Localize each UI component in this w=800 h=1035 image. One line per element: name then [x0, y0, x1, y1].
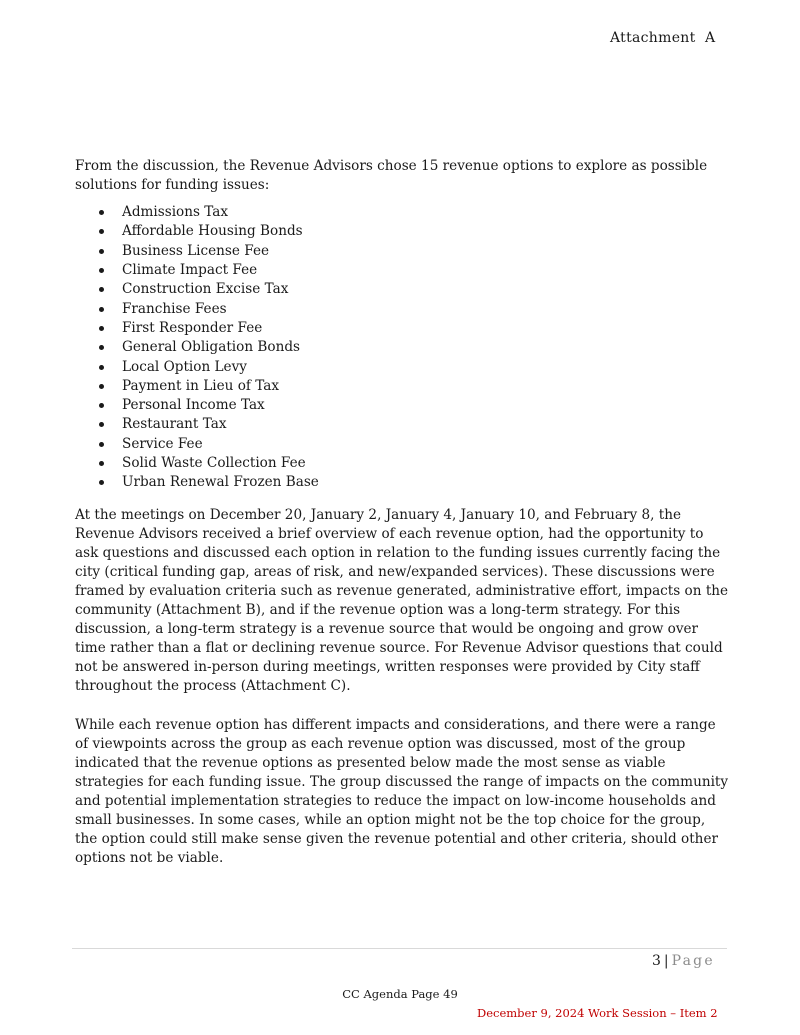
bullet-icon [99, 442, 104, 447]
list-item-label: Construction Excise Tax [122, 281, 289, 298]
list-item-label: Franchise Fees [122, 300, 227, 317]
bullet-icon [99, 384, 104, 389]
list-item-label: Local Option Levy [122, 358, 247, 375]
bullet-icon [99, 461, 104, 466]
bullet-icon [99, 345, 104, 350]
bullet-icon [99, 326, 104, 331]
bullet-icon [99, 307, 104, 312]
work-session-label: December 9, 2024 Work Session – Item 2 [477, 1006, 718, 1020]
page-number-value: 3 [652, 953, 661, 969]
page-number-separator: | [663, 953, 669, 969]
list-item-label: Personal Income Tax [122, 397, 265, 414]
list-item [75, 280, 730, 299]
list-item [75, 396, 730, 415]
footer-divider [72, 948, 727, 949]
list-item [75, 377, 730, 396]
list-item-label: Restaurant Tax [122, 416, 227, 433]
list-item-label: Urban Renewal Frozen Base [122, 474, 319, 491]
bullet-icon [99, 365, 104, 370]
page-word: Page [671, 953, 715, 969]
list-item [75, 338, 730, 357]
page-content [75, 157, 730, 868]
bullet-icon [99, 403, 104, 408]
list-item [75, 261, 730, 280]
revenue-options-list [75, 203, 730, 492]
bullet-icon [99, 210, 104, 215]
list-item [75, 300, 730, 319]
meetings-paragraph: At the meetings on December 20, January 2, January 4, January 10, and February 8, the Revenue Advisors received a brief overview of each revenue option, had the opportunity to ask questions and discussed each option in relation to the funding issues currently facing the city (critical funding gap, areas of risk, and new/expanded services). These discussions were framed by evaluation criteria such as revenue generated, administrative effort, impacts on the community (Attachment B), and if the revenue option was a long-term strategy. For this discussion, a long-term strategy is a revenue source that would be ongoing and grow over time rather than a flat or declining revenue source. For Revenue Advisor questions that could not be answered in-person during meetings, written responses were provided by City staff throughout the process (Attachment C). [75, 506, 729, 695]
intro-paragraph: From the discussion, the Revenue Advisors chose 15 revenue options to explore as possible solutions for funding issues: [75, 158, 708, 194]
list-item [75, 319, 730, 338]
impacts-paragraph: While each revenue option has different impacts and considerations, and there were a range of viewpoints across the group as each revenue option was discussed, most of the group indicated that the revenue options as presented below made the most sense as viable strategies for each funding issue. The group discussed the range of impacts on the community and potential implementation strategies to reduce the impact on low-income households and small businesses. In some cases, while an option might not be the top choice for the group, the option could still make sense given the revenue potential and other criteria, should other options not be viable. [75, 716, 729, 867]
list-item-label: Affordable Housing Bonds [122, 223, 303, 240]
list-item [75, 435, 730, 454]
bullet-icon [99, 422, 104, 427]
list-item-label: Business License Fee [122, 242, 270, 259]
list-item [75, 358, 730, 377]
list-item-label: First Responder Fee [122, 319, 263, 336]
bullet-icon [99, 268, 104, 273]
list-item [75, 203, 730, 222]
attachment-header: Attachment A [610, 30, 716, 46]
list-item-label: Climate Impact Fee [122, 262, 258, 279]
list-item [75, 454, 730, 473]
bullet-icon [99, 229, 104, 234]
list-item [75, 222, 730, 241]
list-item [75, 473, 730, 492]
agenda-page-label: CC Agenda Page 49 [342, 987, 458, 1001]
list-item-label: Admissions Tax [122, 204, 229, 221]
bullet-icon [99, 480, 104, 485]
list-item [75, 415, 730, 434]
list-item-label: General Obligation Bonds [122, 339, 300, 356]
bullet-icon [99, 249, 104, 254]
list-item-label: Payment in Lieu of Tax [122, 377, 280, 394]
bullet-icon [99, 287, 104, 292]
page-number [652, 953, 715, 969]
list-item-label: Solid Waste Collection Fee [122, 455, 306, 472]
list-item [75, 242, 730, 261]
list-item-label: Service Fee [122, 435, 203, 452]
